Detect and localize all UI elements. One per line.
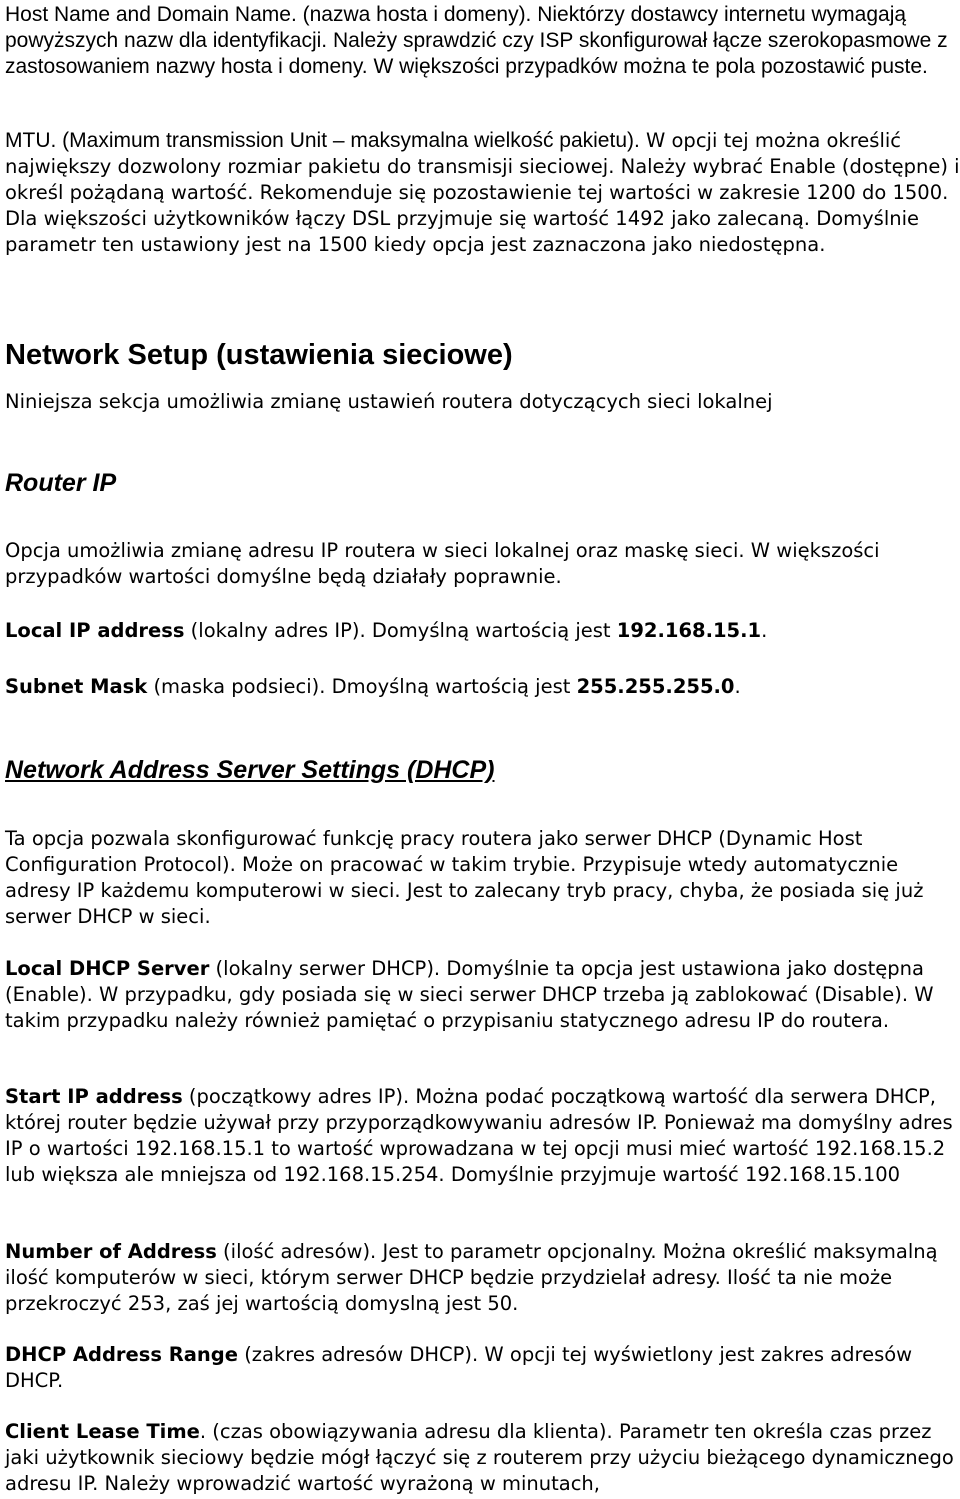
local-ip-block [5, 618, 960, 644]
subnet-mask-block [5, 674, 960, 700]
local-ip-paragraph [5, 618, 960, 644]
local-ip-value: 192.168.15.1 [616, 619, 762, 642]
number-of-address-block [5, 1239, 960, 1317]
network-setup-section [5, 338, 960, 372]
client-lease-time-text: . (czas obowiązywania adresu dla klienta). Parametr ten określa czas przez jaki użytkownik sieciowy będzie mógł łączyć się z routerem przy użyciu bieżącego dynamicznego adresu IP. Należy wprowadzić wartość wyrażoną w minutach, [5, 1420, 954, 1495]
start-ip-label: Start IP address [5, 1085, 183, 1108]
mtu-section [5, 128, 960, 258]
number-of-address-label: Number of Address [5, 1240, 217, 1263]
dhcp-section [5, 755, 960, 785]
local-ip-suffix: . [761, 619, 768, 642]
dhcp-address-range-block [5, 1342, 960, 1394]
client-lease-time-paragraph [5, 1419, 960, 1497]
mtu-lead: MTU. (Maximum transmission Unit – maksymalna wielkość pakietu). [5, 129, 640, 152]
local-dhcp-server-paragraph [5, 956, 960, 1034]
router-ip-intro-block [5, 538, 960, 590]
local-dhcp-server-label: Local DHCP Server [5, 957, 210, 980]
dhcp-address-range-label: DHCP Address Range [5, 1343, 238, 1366]
local-ip-text: (lokalny adres IP). Domyślną wartością jest [184, 619, 617, 642]
local-dhcp-server-block [5, 956, 960, 1034]
host-name-paragraph: Host Name and Domain Name. (nazwa hosta i domeny). Niektórzy dostawcy internetu wymagają powyższych nazw dla identyfikacji. Należy sprawdzić czy ISP skonfigurował łącze szerokopasmowe z zastosowaniem nazwy hosta i domeny. W większości przypadków można te pola pozostawić puste. [5, 3, 948, 78]
subnet-mask-text: (maska podsieci). Dmoyślną wartością jest [147, 675, 577, 698]
local-dhcp-server-text: (lokalny serwer DHCP). Domyślnie ta opcja jest ustawiona jako dostępna (Enable). W przypadku, gdy posiada się w sieci serwer DHCP trzeba ją zablokować (Disable). W takim przypadku należy również pamiętać o przypisaniu statycznego adresu IP do routera. [5, 957, 934, 1032]
dhcp-heading: Network Address Server Settings (DHCP) [5, 756, 495, 784]
router-ip-heading: Router IP [5, 469, 117, 497]
subnet-mask-label: Subnet Mask [5, 675, 148, 698]
start-ip-block [5, 1084, 960, 1188]
subnet-mask-value: 255.255.255.0 [576, 675, 735, 698]
subnet-mask-paragraph [5, 674, 960, 700]
client-lease-time-label: Client Lease Time [5, 1420, 200, 1443]
client-lease-time-block [5, 1419, 960, 1497]
dhcp-intro: Ta opcja pozwala skonfigurować funkcję pracy routera jako serwer DHCP (Dynamic Host Configuration Protocol). Może on pracować w takim trybie. Przypisuje wtedy automatycznie adresy IP każdemu komputerowi w sieci. Jest to zalecany tryb pracy, chyba, że posiada się już serwer DHCP w sieci. [5, 827, 924, 928]
dhcp-address-range-text: (zakres adresów DHCP). W opcji tej wyświetlony jest zakres adresów DHCP. [5, 1343, 913, 1392]
start-ip-paragraph [5, 1084, 960, 1188]
dhcp-address-range-paragraph [5, 1342, 960, 1394]
network-setup-intro-block [5, 389, 960, 415]
host-name-section [5, 2, 960, 80]
network-setup-intro: Niniejsza sekcja umożliwia zmianę ustawień routera dotyczących sieci lokalnej [5, 390, 773, 413]
start-ip-text: (początkowy adres IP). Można podać początkową wartość dla serwera DHCP, której router będzie używał przy przyporządkowywaniu adresów IP. Ponieważ ma domyślny adres IP o wartości 192.168.15.1 to wartość wprowadzana w tej opcji musi mieć wartość 192.168.15.2 lub większa ale mniejsza od 192.168.15.254. Domyślnie przyjmuje wartość 192.168.15.100 [5, 1085, 953, 1186]
router-ip-intro: Opcja umożliwia zmianę adresu IP routera w sieci lokalnej oraz maskę sieci. W większości przypadków wartości domyślne będą działały poprawnie. [5, 539, 880, 588]
router-ip-section [5, 468, 960, 498]
network-setup-heading: Network Setup (ustawienia sieciowe) [5, 339, 513, 371]
dhcp-intro-block [5, 826, 960, 930]
subnet-mask-suffix: . [734, 675, 741, 698]
mtu-body: W opcji tej można określić największy dozwolony rozmiar pakietu do transmisji sieciowej. Należy wybrać Enable (dostępne) i określ pożądaną wartość. Rekomenduje się pozostawienie tej wartości w zakresie 1200 do 1500. Dla większości użytkowników łączy DSL przyjmuje się wartość 1492 jako zalecaną. Domyślnie parametr ten ustawiony jest na 1500 kiedy opcja jest zaznaczona jako niedostępna. [5, 129, 960, 256]
mtu-paragraph [5, 128, 960, 258]
number-of-address-paragraph [5, 1239, 960, 1317]
local-ip-label: Local IP address [5, 619, 185, 642]
number-of-address-text: (ilość adresów). Jest to parametr opcjonalny. Można określić maksymalną ilość komputerów w sieci, którym serwer DHCP będzie przydzielał adresy. Ilość ta nie może przekroczyć 253, zaś jej wartością domyslną jest 50. [5, 1240, 938, 1315]
